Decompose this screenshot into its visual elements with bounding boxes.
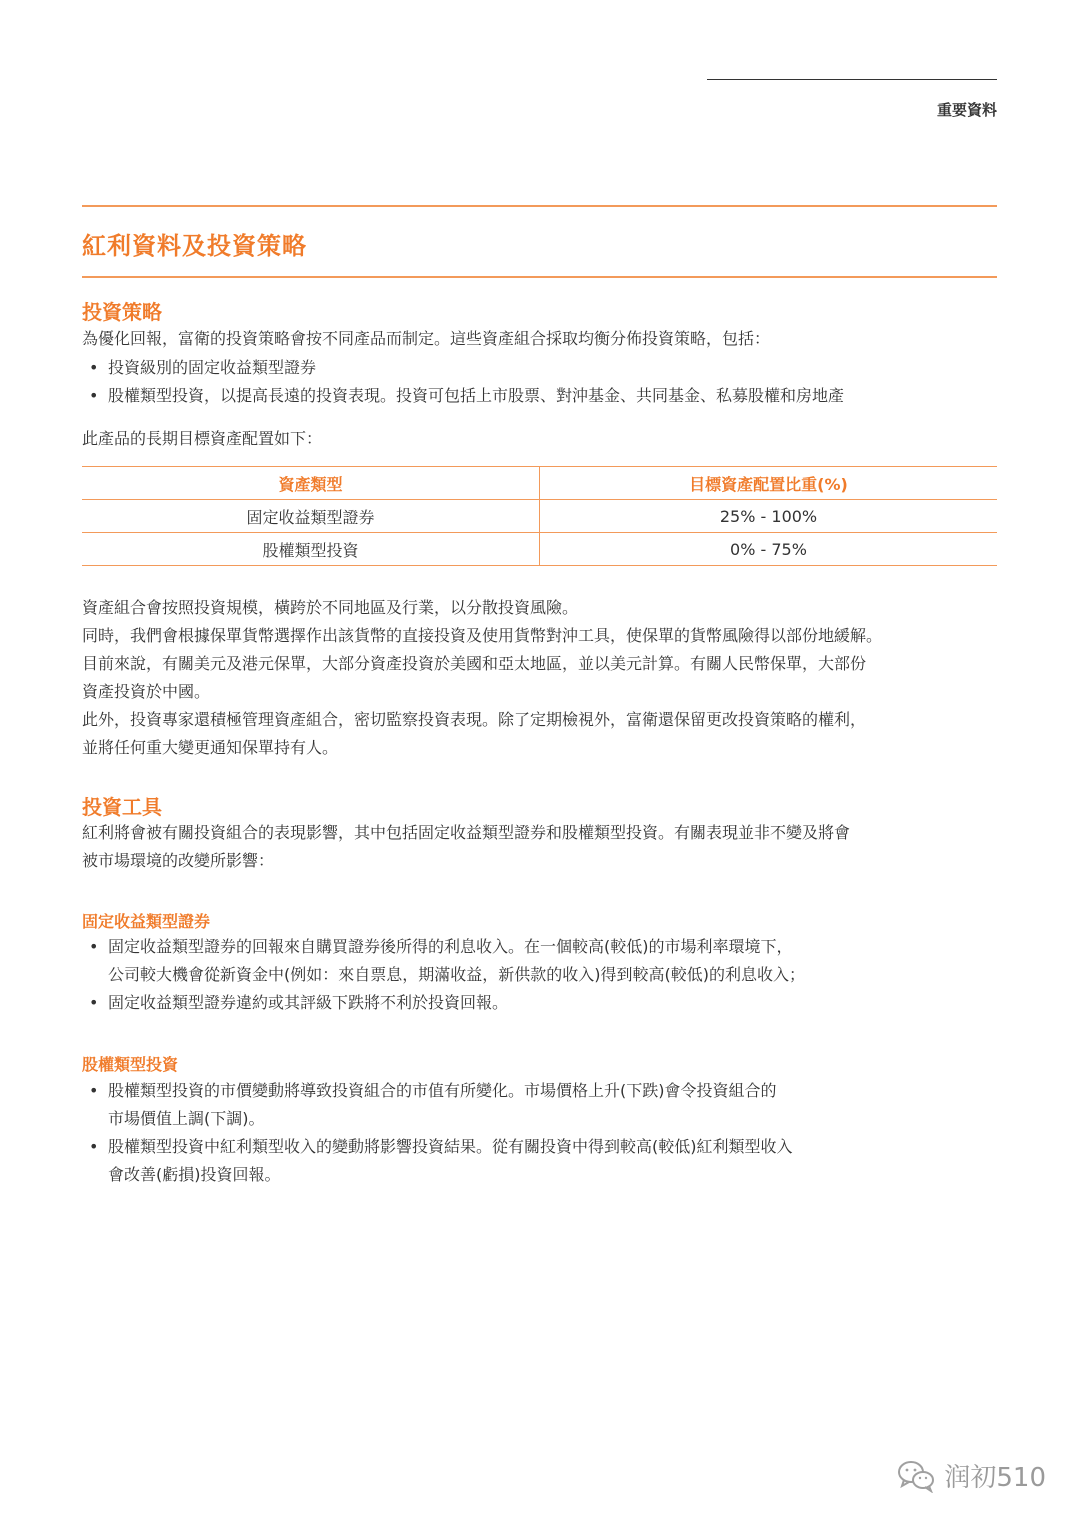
header-rule <box>707 79 997 80</box>
strategy-heading: 投資策略 <box>82 300 162 324</box>
list-item <box>82 933 997 989</box>
list-item <box>82 354 997 382</box>
table-cell: 股權類型投資 <box>82 533 540 566</box>
fixed-income-heading: 固定收益類型證券 <box>82 912 211 931</box>
paragraph-line: 並將任何重大變更通知保單持有人。 <box>82 738 339 757</box>
list-item-text: 市場價值上調(下調)。 <box>108 1109 265 1128</box>
list-item <box>82 989 997 1017</box>
section-bottom-rule <box>82 276 997 278</box>
list-item-text: • 固定收益類型證券的回報來自購買證券後所得的利息收入。在一個較高(較低)的市場利率環境下， <box>108 937 793 956</box>
table-row <box>82 500 997 533</box>
equity-heading: 股權類型投資 <box>82 1055 179 1074</box>
diversification-paragraph: 資產組合會按照投資規模，橫跨於不同地區及行業，以分散投資風險。 <box>82 598 579 617</box>
list-item-text: • 股權類型投資中紅利類型收入的變動將影響投資結果。從有關投資中得到較高(較低)紅利類型收入 <box>108 1137 793 1156</box>
wechat-icon <box>896 1459 936 1493</box>
tools-intro <box>82 819 997 875</box>
paragraph-line: 此外，投資專家還積極管理資產組合，密切監察投資表現。除了定期檢視外，富衛還保留更改投資策略的權利， <box>82 710 867 729</box>
watermark-text: 润初510 <box>944 1463 1046 1493</box>
section-title: 紅利資料及投資策略 <box>82 232 307 260</box>
list-item <box>82 1133 997 1189</box>
header-label: 重要資料 <box>936 101 997 119</box>
section-top-rule <box>82 205 997 207</box>
watermark <box>896 1457 1046 1494</box>
table-cell: 25% - 100% <box>540 500 998 533</box>
list-item-text: 會改善(虧損)投資回報。 <box>108 1165 281 1184</box>
paragraph-line: 目前來說，有關美元及港元保單，大部分資產投資於美國和亞太地區，並以美元計算。有關人民幣保單，大部份 <box>82 654 867 673</box>
management-paragraph <box>82 706 997 762</box>
list-item-text: • 股權類型投資的市價變動將導致投資組合的市值有所變化。市場價格上升(下跌)會令投資組合的 <box>108 1081 777 1100</box>
equity-bullet-list <box>82 1077 997 1189</box>
strategy-bullet-list <box>82 354 997 410</box>
table-header-target-weight: 目標資產配置比重(%) <box>540 467 998 500</box>
list-item <box>82 1077 997 1133</box>
table-row <box>82 533 997 566</box>
list-item <box>82 382 997 410</box>
strategy-intro: 為優化回報，富衛的投資策略會按不同產品而制定。這些資產組合採取均衡分佈投資策略，包括： <box>82 329 771 348</box>
table-header-row <box>82 467 997 500</box>
table-header-asset-type: 資產類型 <box>82 467 540 500</box>
table-cell: 固定收益類型證券 <box>82 500 540 533</box>
paragraph-line: 被市場環境的改變所影響： <box>82 851 275 870</box>
paragraph-line: 資產投資於中國。 <box>82 682 211 701</box>
list-item-text: • 固定收益類型證券違約或其評級下跌將不利於投資回報。 <box>108 993 509 1012</box>
paragraph-line: 同時，我們會根據保單貨幣選擇作出該貨幣的直接投資及使用貨幣對沖工具，使保單的貨幣風險得以部份地緩解。 <box>82 626 883 645</box>
allocation-table <box>82 466 997 566</box>
list-item-text: • 投資級別的固定收益類型證券 <box>108 358 317 377</box>
table-cell: 0% - 75% <box>540 533 998 566</box>
tools-heading: 投資工具 <box>82 795 162 819</box>
fixed-income-bullet-list <box>82 933 997 1017</box>
paragraph-line: 紅利將會被有關投資組合的表現影響，其中包括固定收益類型證券和股權類型投資。有關表現並非不變及將會 <box>82 823 851 842</box>
list-item-text: 公司較大機會從新資金中(例如：來自票息，期滿收益，新供款的收入)得到較高(較低)的利息收入； <box>108 965 805 984</box>
list-item-text: • 股權類型投資，以提高長遠的投資表現。投資可包括上市股票、對沖基金、共同基金、私募股權和房地產 <box>108 386 845 405</box>
allocation-intro: 此產品的長期目標資產配置如下： <box>82 429 323 448</box>
currency-paragraph <box>82 622 997 706</box>
